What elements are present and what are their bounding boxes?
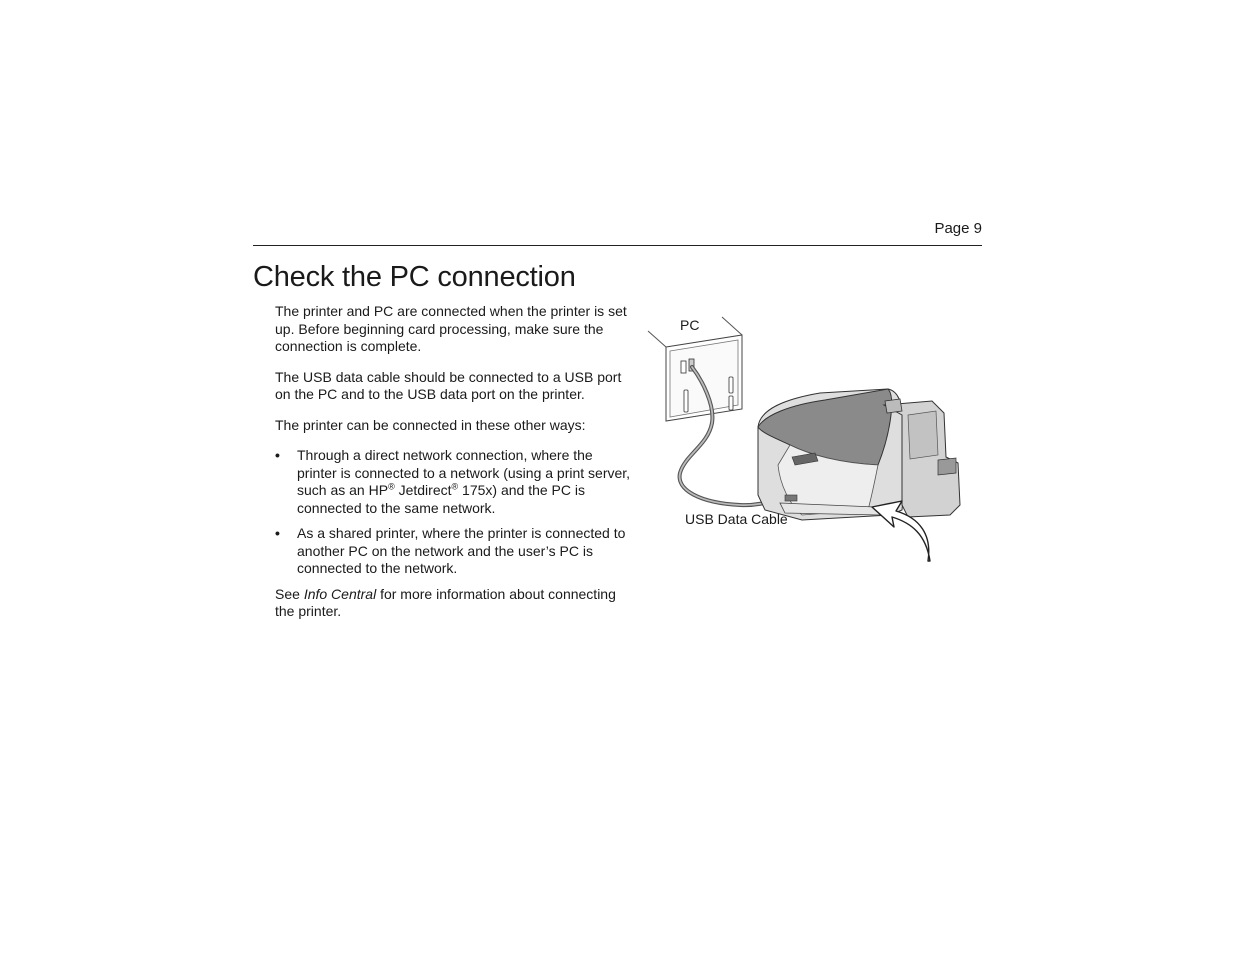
header-rule bbox=[253, 245, 982, 246]
card-printer-icon bbox=[758, 389, 960, 520]
bullet-icon: • bbox=[275, 525, 280, 541]
page-number: Page 9 bbox=[934, 220, 982, 237]
bullet-icon: • bbox=[275, 447, 280, 463]
connection-figure bbox=[640, 305, 970, 570]
see-also-suffix: for more information about connecting the printer. bbox=[275, 585, 616, 619]
registered-mark: ® bbox=[451, 481, 459, 492]
usb-cable-label: USB Data Cable bbox=[685, 511, 788, 527]
usb-paragraph: The USB data cable should be connected to a USB port on the PC and to the USB data port on the printer. bbox=[275, 368, 622, 402]
see-also-prefix: See bbox=[275, 585, 304, 602]
pc-label: PC bbox=[680, 317, 700, 333]
list-item bbox=[275, 447, 635, 517]
registered-mark: ® bbox=[388, 481, 395, 492]
intro-paragraph: The printer and PC are connected when the printer is set up. Before beginning card processing, make sure the connection is complete. bbox=[275, 303, 627, 354]
connection-options-list bbox=[275, 447, 635, 578]
page-title: Check the PC connection bbox=[253, 261, 576, 293]
connection-illustration bbox=[640, 305, 970, 570]
list-item-text: As a shared printer, where the printer is connected to another PC on the network and the user’s PC is connected to the network. bbox=[297, 525, 626, 576]
list-item-text: Jetdirect bbox=[394, 482, 452, 498]
see-also-paragraph bbox=[275, 586, 635, 621]
body-text bbox=[275, 303, 635, 634]
list-item-text: 175x) and the PC is connected to the same network. bbox=[297, 482, 586, 516]
list-item bbox=[275, 525, 635, 578]
other-ways-paragraph: The printer can be connected in these other ways: bbox=[275, 416, 586, 433]
list-item-text: Through a direct network connection, where the printer is connected to a network (using a print server, such as an HP bbox=[297, 447, 631, 498]
info-central-reference: Info Central bbox=[303, 585, 377, 602]
